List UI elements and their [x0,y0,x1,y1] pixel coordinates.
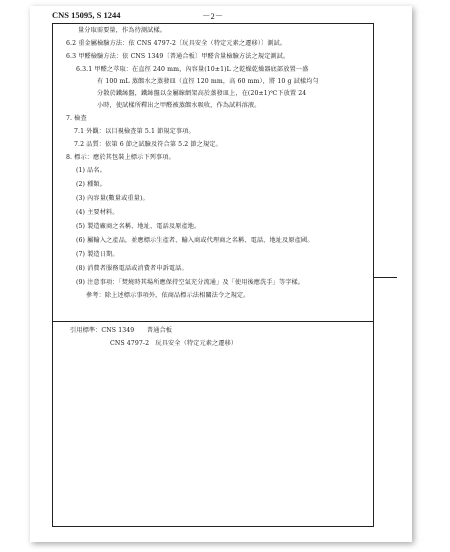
body-line: 6.3 甲醛檢驗方法：依 CNS 1349〔普通合板〕甲醛含量檢驗方法之規定測試。 [66,53,290,60]
body-line: 小時，使試樣所釋出之甲醛被蒸餾水吸收，作為試料溶液。 [97,102,261,109]
body-line: 6.2 重金屬檢驗方法：依 CNS 4797-2〔玩具安全（特定元素之遷移）〕測試。 [66,40,287,47]
body-line: 7.2 品質：依第 6 節之試驗及符合第 5.2 節之規定。 [74,141,222,148]
list-item: (9) 注意事項：「焚燒時其場所應保持空氣充分流通」及「使用後應洗手」等字樣。 [76,279,305,286]
list-item: (1) 品名。 [76,167,106,174]
body-line: 分散於鐵絲盤，鐵絲盤以金屬線網架高於蒸發皿上，在(20±1)℃下放置 24 [97,90,307,97]
body-line: 6.3.1 甲醛之萃取：在直徑 240 mm，內容量(10±1)L 之乾燥乾燥器底部放置一盛 [76,66,309,73]
section-heading: 7. 檢查 [66,115,87,122]
content-frame [52,23,374,527]
list-item: (3) 內容量(數量或重量)。 [76,195,149,202]
body-line: 7.1 外觀：以目視檢查第 5.1 節規定事項。 [74,128,195,135]
list-item: (2) 種類。 [76,181,106,188]
reference-line: CNS 4797-2 玩具安全（特定元素之遷移） [110,340,238,347]
body-line: 有 100 mL 蒸餾水之蒸發皿（直徑 120 mm，高 60 mm），將 10 g 試樣均勻 [97,78,319,85]
page-header [52,10,382,24]
list-item: (8) 消費者服務電話或消費者申訴電話。 [76,265,188,272]
margin-line-mark [373,277,397,278]
reference-divider [52,321,374,322]
reference-line: 引用標準：CNS 1349 普通合板 [70,327,173,334]
note-line: 參考：除上述標示事項外，依商品標示法相關法令之規定。 [86,292,250,299]
body-line: 量分取需要量，作為待測試樣。 [78,27,167,34]
section-heading: 8. 標示：應於其包裝上標示下列事項。 [66,154,175,161]
list-item: (6) 屬輸入之產品，並應標示生產者、輸入商或代理商之名稱、電話、地址及原產國。 [76,237,314,244]
list-item: (5) 製造廠商之名稱、地址、電話及原產地。 [76,223,201,230]
list-item: (4) 主要材料。 [76,209,119,216]
standard-number: CNS 15095, S 1244 [52,10,121,20]
list-item: (7) 製造日期。 [76,251,119,258]
page-number: －2－ [202,11,224,21]
